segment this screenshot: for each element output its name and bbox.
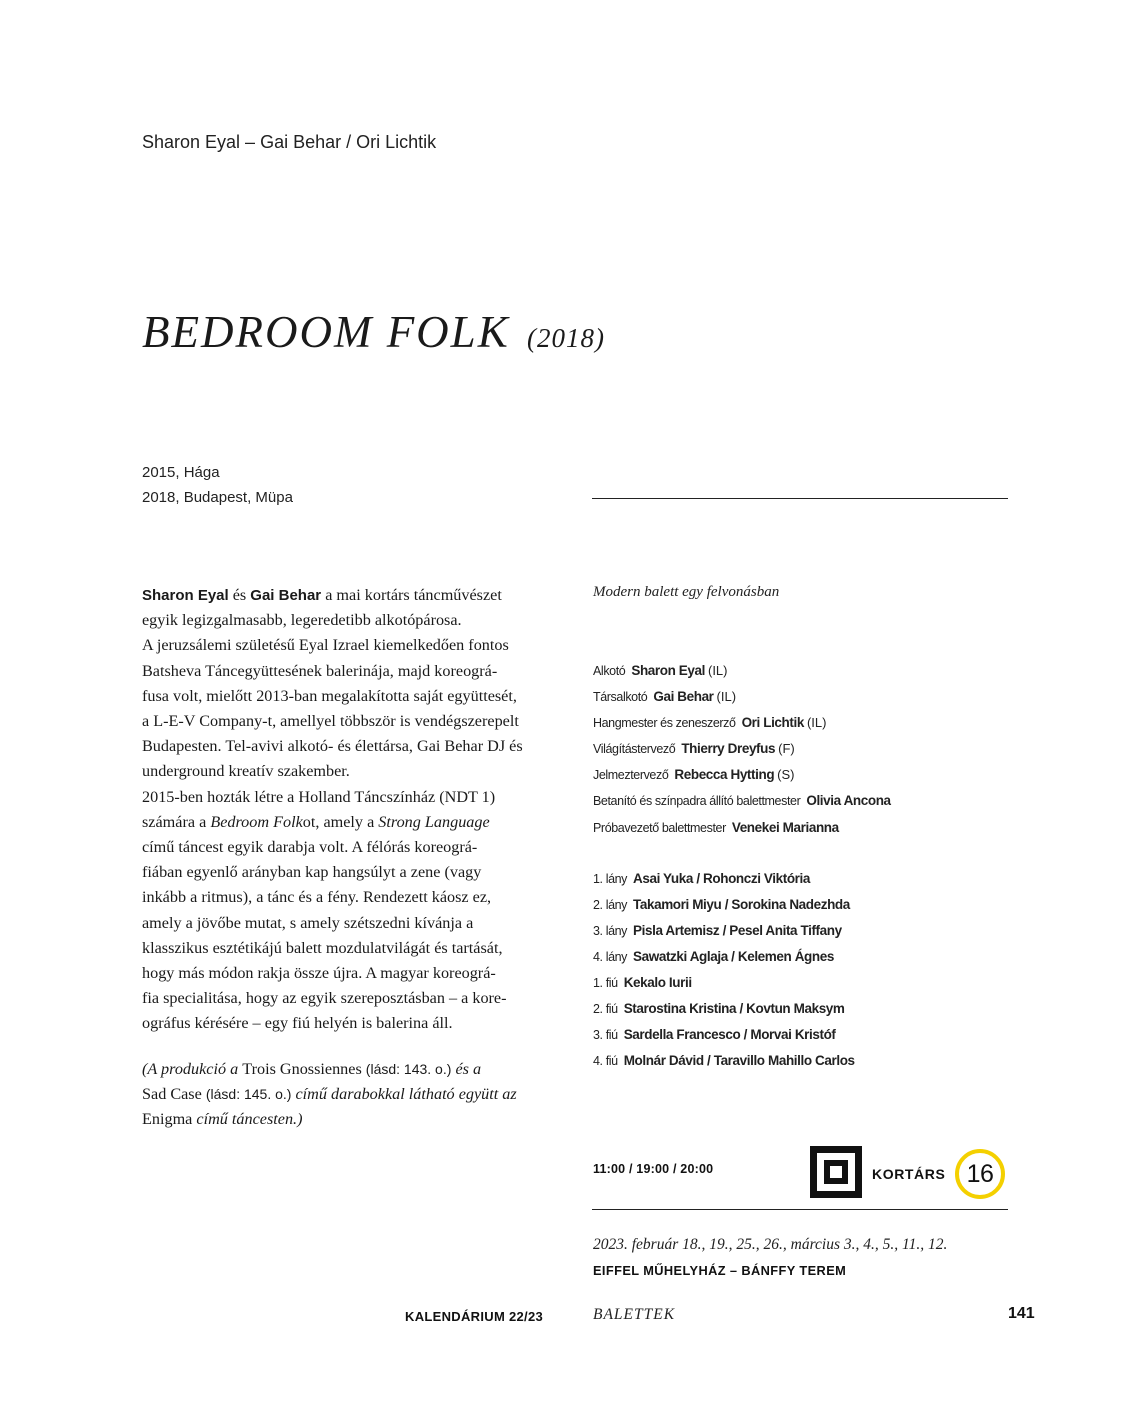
show-times: 11:00 / 19:00 / 20:00	[593, 1162, 714, 1176]
cast-row	[593, 892, 894, 918]
credit-nationality: (F)	[778, 741, 795, 757]
work-title: Strong Language	[378, 812, 490, 831]
note-line	[142, 1082, 562, 1107]
credit-nationality: (IL)	[716, 689, 737, 705]
cast-role: 4. fiú	[593, 1054, 618, 1069]
premiere-item: 2015, Hága	[142, 464, 220, 481]
credit-role: Társalkotó	[593, 690, 648, 705]
body-line: underground kreatív szakember.	[142, 762, 350, 781]
venue: EIFFEL MŰHELYHÁZ – BÁNFFY TEREM	[593, 1263, 847, 1278]
cast-name: Kekalo Iurii	[623, 975, 692, 991]
work-title: Trois Gnossiennes	[242, 1060, 366, 1078]
body-line: amely a jövőbe mutat, s amely szétszedni kívánja a	[142, 913, 474, 932]
credit-row	[593, 710, 894, 736]
cast-role: 2. lány	[593, 897, 628, 912]
credit-name: Venekei Marianna	[731, 819, 839, 835]
cast-row	[593, 944, 894, 970]
production-note	[142, 1057, 562, 1133]
premiere-list	[142, 460, 293, 510]
credit-name: Sharon Eyal	[631, 663, 705, 678]
body-line: klasszikus esztétikájú balett mozdulatvilágát és tartását,	[142, 938, 503, 957]
name-highlight: Gai Behar	[250, 587, 322, 604]
cast-name: Molnár Dávid / Taravillo Mahillo Carlos	[623, 1053, 855, 1069]
performance-dates: 2023. február 18., 19., 25., 26., március 3., 4., 5., 11., 12.	[593, 1236, 948, 1253]
credits-list	[593, 658, 894, 1075]
body-line	[142, 583, 554, 608]
body-line: inkább a ritmus), a tánc és a fény. Rendezett káosz ez,	[142, 888, 492, 907]
note-text: és a	[451, 1060, 482, 1078]
body-line: fiában egyenlő arányban kap hangsúlyt a zene (vagy	[142, 863, 482, 882]
body-line: a L-E-V Company-t, amellyel többször is vendégszerepelt	[142, 712, 519, 731]
body-line: egyik legizgalmasabb, legeredetibb alkotópárosa.	[142, 611, 462, 630]
body-line: 2015-ben hozták létre a Holland Táncszínház (NDT 1)	[142, 787, 496, 806]
cast-row	[593, 918, 894, 944]
credit-nationality: (IL)	[707, 663, 728, 678]
cast-name: Sardella Francesco / Morvai Kristóf	[623, 1027, 836, 1043]
category-label: KORTÁRS	[872, 1166, 946, 1182]
cast-role: 4. lány	[593, 950, 628, 965]
title-text: BEDROOM FOLK	[142, 307, 510, 357]
credit-name: Olivia Ancona	[806, 793, 891, 809]
credit-row	[593, 762, 894, 788]
credit-name: Gai Behar	[653, 689, 714, 705]
body-line: Batsheva Táncegyüttesének balerinája, majd koreográ-	[142, 661, 498, 680]
page-reference: (lásd: 145. o.)	[205, 1086, 292, 1103]
cast-row	[593, 970, 894, 996]
category-square-icon	[810, 1146, 862, 1198]
title-year: (2018)	[526, 323, 605, 353]
work-title: Bedroom Folk	[210, 812, 303, 831]
name-highlight: Sharon Eyal	[142, 587, 229, 604]
genre: Modern balett egy felvonásban	[593, 584, 780, 600]
credit-role: Jelmeztervező	[593, 768, 669, 783]
credit-role: Alkotó	[593, 664, 626, 678]
description-text	[142, 583, 554, 1037]
cast-row	[593, 1048, 894, 1074]
credit-nationality: (IL)	[806, 715, 827, 731]
footer-section: BALETTEK	[593, 1306, 676, 1323]
body-line: ográfus kérésére – egy fiú helyén is balerina áll.	[142, 1014, 453, 1033]
credit-row	[593, 684, 894, 710]
note-line	[142, 1107, 562, 1132]
credit-role: Hangmester és zeneszerző	[593, 716, 736, 731]
page-reference: (lásd: 143. o.)	[365, 1061, 452, 1077]
cast-role: 3. lány	[593, 923, 628, 938]
credit-name: Rebecca Hytting	[674, 767, 775, 783]
body-line: hogy más módon rakja össze újra. A magyar koreográ-	[142, 964, 496, 983]
cast-row	[593, 1022, 894, 1048]
cast-role: 1. fiú	[593, 976, 618, 991]
cast-name: Takamori Miyu / Sorokina Nadezhda	[633, 896, 850, 912]
body-line: című táncest egyik darabja volt. A félórás koreográ-	[142, 838, 478, 857]
body-line: Budapesten. Tel-avivi alkotó- és élettársa, Gai Behar DJ és	[142, 737, 523, 756]
credit-row	[593, 658, 894, 684]
cast-role: 2. fiú	[593, 1002, 618, 1017]
body-line: fusa volt, mielőtt 2013-ban megalakította saját együttesét,	[142, 686, 517, 705]
divider-top	[592, 498, 1008, 499]
credit-role: Világítástervező	[593, 742, 676, 757]
body-text: és	[228, 586, 251, 604]
note-line	[142, 1057, 562, 1082]
cast-name: Pisla Artemisz / Pesel Anita Tiffany	[633, 922, 842, 938]
cast-name: Sawatzki Aglaja / Kelemen Ágnes	[633, 949, 834, 965]
note-text: című darabokkal látható együtt az	[291, 1085, 517, 1104]
body-text: ot, amely a	[302, 812, 379, 831]
credit-row	[593, 815, 894, 841]
body-line	[142, 810, 554, 835]
work-title: Enigma	[142, 1110, 193, 1129]
body-line: fia specialitása, hogy az egyik szereposztásban – a kore-	[142, 989, 507, 1008]
cast-row	[593, 996, 894, 1022]
cast-row	[593, 866, 894, 892]
credit-role: Betanító és színpadra állító balettmester	[593, 794, 801, 809]
credit-role: Próbavezető balettmester	[593, 820, 726, 835]
footer-publication: KALENDÁRIUM 22/23	[405, 1309, 544, 1324]
note-text: című táncesten.)	[192, 1110, 303, 1129]
credit-nationality: (S)	[777, 767, 795, 783]
credit-row	[593, 736, 894, 762]
page-title	[142, 306, 605, 358]
cast-name: Starostina Kristina / Kovtun Maksym	[623, 1001, 845, 1017]
age-rating-badge: 16	[955, 1149, 1005, 1199]
body-text: számára a	[142, 812, 211, 831]
credit-name: Ori Lichtik	[741, 715, 804, 731]
page-number: 141	[1008, 1305, 1035, 1322]
work-title: Sad Case	[142, 1085, 206, 1104]
credit-name: Thierry Dreyfus	[681, 741, 776, 757]
body-line: A jeruzsálemi születésű Eyal Izrael kiemelkedően fontos	[142, 636, 509, 655]
cast-role: 1. lány	[593, 871, 628, 886]
spacer	[593, 841, 894, 866]
cast-name: Asai Yuka / Rohonczi Viktória	[633, 870, 810, 886]
body-text: a mai kortárs táncművészet	[321, 586, 502, 604]
cast-role: 3. fiú	[593, 1028, 618, 1043]
note-text: (A produkció a	[142, 1060, 243, 1078]
credit-row	[593, 788, 894, 814]
divider-bottom	[592, 1209, 1008, 1210]
premiere-item: 2018, Budapest, Müpa	[142, 489, 293, 506]
byline: Sharon Eyal – Gai Behar / Ori Lichtik	[142, 132, 437, 152]
